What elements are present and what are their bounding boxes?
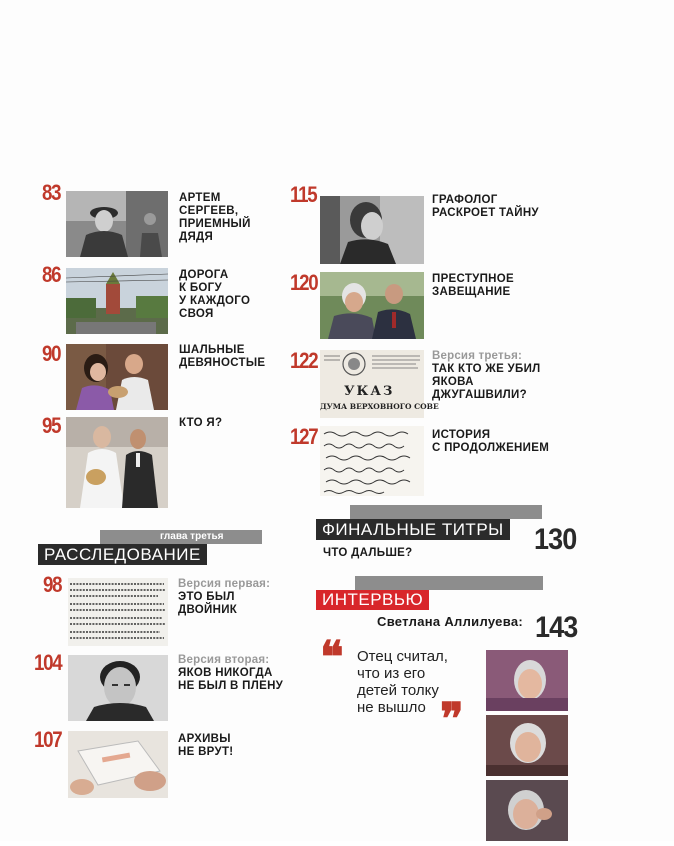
- version-label: Версия вторая:: [178, 654, 270, 666]
- title-line: ЯКОВ НИКОГДА: [178, 667, 273, 679]
- title-line: ЯКОВА: [432, 376, 474, 388]
- entry-title: [432, 273, 514, 299]
- title-line: ТАК КТО ЖЕ УБИЛ: [432, 363, 541, 375]
- photo-archive-folder: [68, 731, 168, 798]
- close-quote-icon: ❞: [440, 694, 464, 745]
- page-number: 120: [290, 270, 318, 295]
- photo-typed-document: [68, 578, 168, 646]
- title-line: ЭТО БЫЛ: [178, 591, 235, 603]
- photo-old-woman-1: [486, 650, 568, 711]
- title-line: С ПРОДОЛЖЕНИЕМ: [432, 442, 550, 454]
- title-line: ДЕВЯНОСТЫЕ: [179, 357, 266, 369]
- finals-page-number: 130: [534, 523, 577, 556]
- decree-subheading: ДУМА ВЕРХОВНОГО СОВЕ: [320, 402, 439, 411]
- quote-line: детей толку: [357, 682, 439, 699]
- photo-wedding: [66, 417, 168, 508]
- entry-title: [432, 429, 549, 455]
- title-line: СВОЯ: [179, 308, 214, 320]
- title-line: ШАЛЬНЫЕ: [179, 344, 245, 356]
- decree-heading: УКАЗ: [344, 384, 395, 399]
- photo-decree-document: [320, 350, 439, 418]
- chapter-label: глава третья: [160, 531, 224, 542]
- finals-title: ФИНАЛЬНЫЕ ТИТРЫ: [316, 519, 510, 540]
- entry-title: [179, 192, 251, 244]
- title-line: АРХИВЫ: [178, 733, 231, 745]
- title-line: ГРАФОЛОГ: [432, 194, 498, 206]
- interview-person: Светлана Аллилуева:: [377, 614, 523, 629]
- interview-title: ИНТЕРВЬЮ: [316, 590, 429, 610]
- entry-title: [179, 344, 265, 370]
- title-line: КТО Я?: [179, 417, 223, 429]
- entry-title: [179, 269, 250, 321]
- entry-title: [178, 733, 233, 759]
- page-number: 90: [42, 341, 61, 366]
- title-line: ДОРОГА: [179, 269, 229, 281]
- finals-band: [350, 505, 542, 519]
- photo-profile-man: [320, 196, 424, 264]
- entry-title: [178, 578, 270, 617]
- photo-two-men: [320, 272, 424, 339]
- title-line: РАСКРОЕТ ТАЙНУ: [432, 207, 539, 219]
- interview-page-number: 143: [535, 611, 578, 644]
- title-line: ДЖУГАШВИЛИ?: [432, 389, 527, 401]
- quote-line: что из его: [357, 665, 426, 682]
- title-line: АРТЕМ: [179, 192, 221, 204]
- page-number: 98: [43, 572, 62, 597]
- photo-old-woman-3: [486, 780, 568, 841]
- title-line: ПРИЕМНЫЙ: [179, 218, 251, 230]
- entry-title: [178, 654, 283, 693]
- title-line: К БОГУ: [179, 282, 222, 294]
- title-line: НЕ БЫЛ В ПЛЕНУ: [178, 680, 284, 692]
- interview-quote: [357, 648, 448, 716]
- title-line: ПРЕСТУПНОЕ: [432, 273, 514, 285]
- page-number: 83: [42, 180, 61, 205]
- entry-title: [432, 350, 541, 402]
- entry-title: [179, 417, 222, 430]
- page-number: 107: [34, 727, 62, 752]
- photo-handwritten-letter: [320, 426, 424, 496]
- title-line: СЕРГЕЕВ,: [179, 205, 239, 217]
- title-line: НЕ ВРУТ!: [178, 746, 234, 758]
- page-number: 115: [290, 182, 317, 207]
- page-number: 122: [290, 348, 318, 373]
- photo-church-road: [66, 268, 168, 334]
- title-line: ДЯДЯ: [179, 231, 214, 243]
- chapter-title: РАССЛЕДОВАНИЕ: [38, 544, 207, 565]
- page-number: 104: [34, 650, 62, 675]
- quote-line: не вышло: [357, 699, 426, 716]
- photo-officer: [66, 191, 168, 257]
- version-label: Версия первая:: [178, 578, 271, 590]
- open-quote-icon: ❝: [320, 632, 344, 683]
- photo-nineties: [66, 344, 168, 410]
- page-number: 86: [42, 262, 61, 287]
- title-line: ЗАВЕЩАНИЕ: [432, 286, 511, 298]
- interview-band: [355, 576, 543, 590]
- page-number: 127: [290, 424, 318, 449]
- version-label: Версия третья:: [432, 350, 523, 362]
- finals-subtitle: ЧТО ДАЛЬШЕ?: [323, 547, 413, 559]
- photo-portrait-man: [68, 655, 168, 721]
- entry-title: [432, 194, 539, 220]
- photo-old-woman-2: [486, 715, 568, 776]
- title-line: ИСТОРИЯ: [432, 429, 491, 441]
- title-line: У КАЖДОГО: [179, 295, 251, 307]
- title-line: ДВОЙНИК: [178, 604, 238, 616]
- page-number: 95: [42, 413, 61, 438]
- quote-line: Отец считал,: [357, 648, 448, 665]
